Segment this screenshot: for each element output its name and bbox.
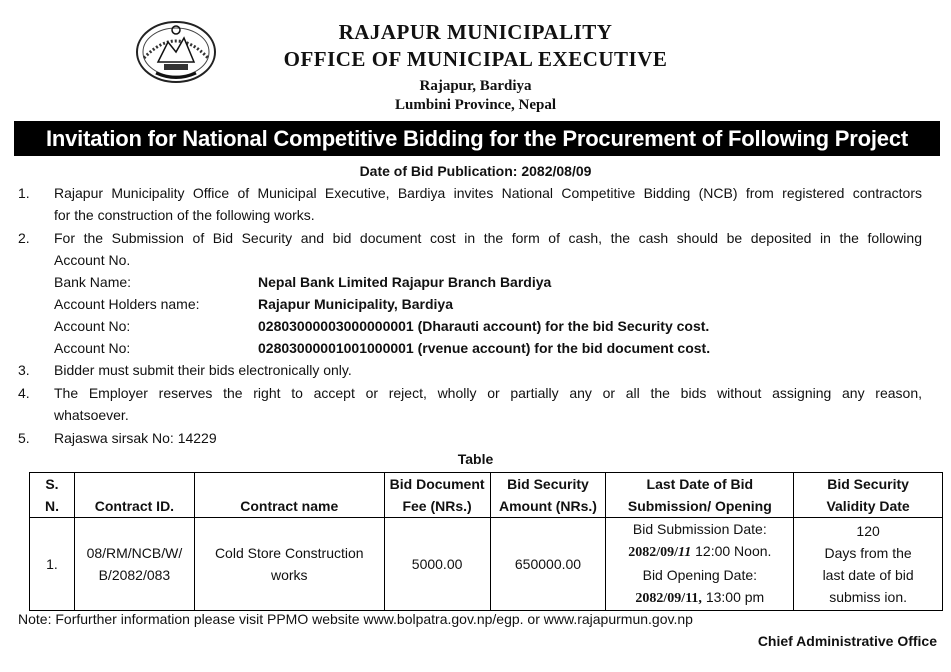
footer-note: Note: Forfurther information please visit PPMO website www.bolpatra.gov.np/egp. or www.rajapurmun.gov.np: [18, 611, 693, 627]
cell-contract-id: 08/RM/NCB/W/ B/2082/083: [74, 518, 194, 611]
account-no-label: Account No:: [54, 318, 131, 334]
col-header-contract-id: Contract ID.: [74, 473, 194, 518]
cell-doc-fee: 5000.00: [384, 518, 490, 611]
signature-office: Chief Administrative Office: [757, 633, 937, 649]
table-row: [30, 518, 943, 611]
account-holder-label: Account Holders name:: [54, 296, 200, 312]
item-2-line-2: Account No.: [54, 252, 131, 268]
account-no-revenue: 02803000001001000001 (rvenue account) for the bid document cost.: [258, 340, 711, 356]
col-header-last-date: Last Date of Bid Submission/ Opening: [606, 473, 794, 518]
office-location: Rajapur, Bardiya: [419, 78, 532, 94]
item-number: 4.: [18, 385, 30, 401]
item-1-line-2: for the construction of the following works.: [54, 207, 315, 223]
item-number: 2.: [18, 230, 30, 246]
cell-sn: 1.: [30, 518, 75, 611]
cell-last-date: Bid Submission Date: 2082/09/11 12:00 Noon. Bid Opening Date: 2082/09/11, 13:00 pm: [606, 518, 794, 611]
account-no-label: Account No:: [54, 340, 131, 356]
account-holder-value: Rajapur Municipality, Bardiya: [258, 296, 454, 312]
account-no-security: 02803000003000000001 (Dharauti account) for the bid Security cost.: [258, 318, 710, 334]
col-header-sn: S. N.: [30, 473, 75, 518]
col-header-doc-fee: Bid Document Fee (NRs.): [384, 473, 490, 518]
bid-table: [29, 472, 943, 611]
item-5-text: Rajaswa sirsak No: 14229: [54, 430, 217, 446]
table-header-row: [30, 473, 943, 518]
item-2-line-1: For the Submission of Bid Security and bid document cost in the form of cash, the cash should be deposited in the following: [54, 230, 922, 246]
publication-date: [0, 163, 951, 179]
col-header-validity: Bid Security Validity Date: [794, 473, 943, 518]
office-province: Lumbini Province, Nepal: [395, 97, 556, 113]
publication-date-value: 2082/08/09: [521, 163, 592, 179]
cell-contract-name: Cold Store Construction works: [194, 518, 384, 611]
item-4-line-2: whatsoever.: [54, 407, 129, 423]
item-number: 3.: [18, 362, 30, 378]
bank-name-label: Bank Name:: [54, 274, 132, 290]
cell-security-amount: 650000.00: [490, 518, 606, 611]
table-caption: Table: [457, 451, 494, 467]
item-3-text: Bidder must submit their bids electronically only.: [54, 362, 352, 378]
org-name: RAJAPUR MUNICIPALITY: [338, 20, 613, 44]
bank-name-value: Nepal Bank Limited Rajapur Branch Bardiya: [258, 274, 552, 290]
office-name: OFFICE OF MUNICIPAL EXECUTIVE: [283, 47, 668, 71]
item-number: 1.: [18, 185, 30, 201]
cell-validity: 120 Days from the last date of bid submiss ion.: [794, 518, 943, 611]
item-4-line-1: The Employer reserves the right to accept or reject, wholly or partially any or all the bids without assigning any reason,: [54, 385, 922, 401]
publication-label: Date of Bid Publication:: [359, 163, 518, 179]
item-1-line-1: Rajapur Municipality Office of Municipal Executive, Bardiya invites National Competitive Bidding (NCB) from registered contractors: [54, 185, 922, 201]
notice-title-banner: Invitation for National Competitive Bidding for the Procurement of Following Project: [14, 121, 940, 156]
col-header-security-amount: Bid Security Amount (NRs.): [490, 473, 606, 518]
col-header-contract-name: Contract name: [194, 473, 384, 518]
item-number: 5.: [18, 430, 30, 446]
